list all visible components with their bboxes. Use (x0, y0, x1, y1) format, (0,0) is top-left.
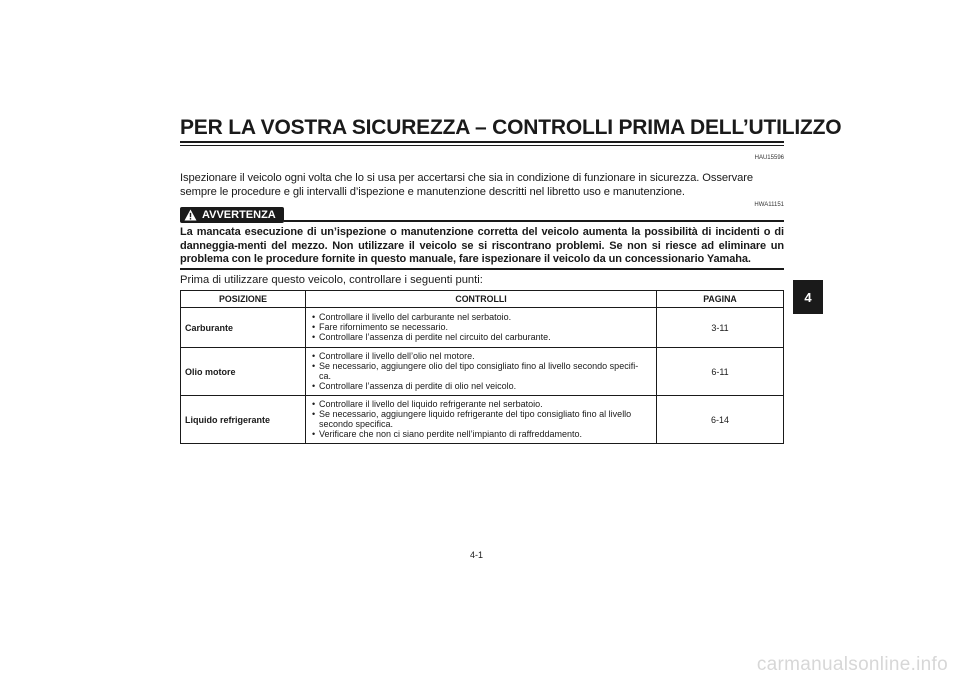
column-header: POSIZIONE (181, 291, 306, 308)
position-cell: Olio motore (181, 348, 306, 396)
table-row (181, 348, 784, 396)
warning-bottom-rule (180, 268, 784, 270)
watermark: carmanualsonline.info (756, 654, 948, 675)
check-item: • Fare rifornimento se necessario. (312, 322, 449, 332)
page-title: PER LA VOSTRA SICUREZZA – CONTROLLI PRIMA DELL’UTILIZZO (180, 116, 842, 139)
check-item: • Controllare il livello del liquido refrigerante nel serbatoio. (312, 399, 543, 409)
lead-text: Prima di utilizzare questo veicolo, controllare i seguenti punti: (180, 274, 483, 286)
inspection-table (180, 290, 784, 444)
position-cell: Liquido refrigerante (181, 396, 306, 444)
intro-paragraph: Ispezionare il veicolo ogni volta che lo si usa per accertarsi che sia in condizione di funzionare in sicurezza. Osservare sempre le procedure e gli intervalli d’ispezione e manutenzione descritti nel libretto uso e manutenzione. (180, 172, 753, 198)
warning-text: La mancata esecuzione di un’ispezione o manutenzione corretta del veicolo aumenta la possibilità di incidenti o di danneggia-menti del mezzo. Non utilizzare il veicolo se si riscontrano problemi. Se non si riesce ad eliminare un problema con le procedure fornite in questo manuale, fare ispezionare il veicolo da un concessionario Yamaha. (180, 226, 784, 265)
table-header-row (181, 291, 784, 308)
position-cell: Carburante (181, 308, 306, 348)
check-item: • Se necessario, aggiungere olio del tipo consigliato fino al livello secondo specifi-ca. (312, 361, 639, 381)
page-ref-cell: 6-14 (657, 396, 784, 444)
warning-triangle-icon (184, 209, 197, 221)
chapter-tab: 4 (793, 280, 823, 314)
page-number: 4-1 (470, 550, 484, 560)
page-ref-cell: 6-11 (657, 348, 784, 396)
checks-cell (306, 396, 657, 444)
table-row (181, 308, 784, 348)
warning-code: HWA11151 (754, 202, 784, 208)
title-rule-thin (180, 145, 784, 146)
table-row (181, 396, 784, 444)
checks-cell (306, 308, 657, 348)
page-ref-cell: 3-11 (657, 308, 784, 348)
warning-badge (180, 207, 284, 223)
column-header: PAGINA (657, 291, 784, 308)
check-item: • Controllare il livello dell’olio nel motore. (312, 351, 475, 361)
check-item: • Se necessario, aggiungere liquido refrigerante del tipo consigliato fino al livello secondo specifica. (312, 409, 632, 429)
warning-rule (284, 220, 784, 222)
warning-label: AVVERTENZA (202, 209, 276, 221)
section-code: HAU15596 (754, 155, 784, 161)
column-header: CONTROLLI (306, 291, 657, 308)
checks-cell (306, 348, 657, 396)
check-item: • Controllare l’assenza di perdite di olio nel veicolo. (312, 381, 517, 391)
check-item: • Controllare il livello del carburante nel serbatoio. (312, 312, 512, 322)
check-item: • Controllare l’assenza di perdite nel circuito del carburante. (312, 332, 551, 342)
check-item: • Verificare che non ci siano perdite nell’impianto di raffreddamento. (312, 429, 582, 439)
title-rule-thick (180, 141, 784, 143)
